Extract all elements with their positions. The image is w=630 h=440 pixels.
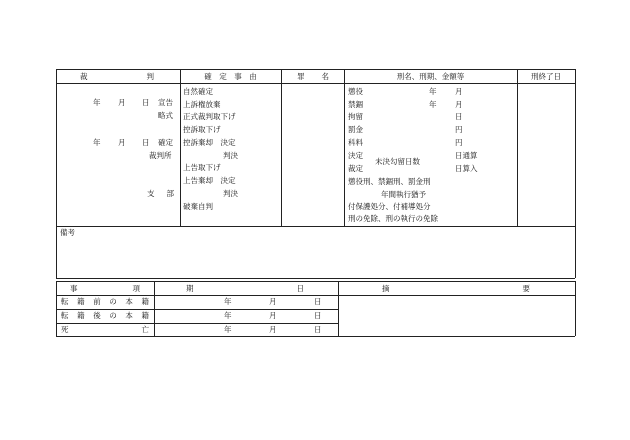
sentence-imprisonment-month: 月 bbox=[455, 87, 463, 96]
header-finalization-reason: 確 定 事 由 bbox=[204, 72, 257, 81]
upper-table-left-border bbox=[56, 69, 57, 226]
pronounced-day: 日 bbox=[142, 98, 150, 107]
sentence-pretrial-days: 未決勾留日数 bbox=[375, 157, 420, 166]
bottom-table-right-border bbox=[575, 281, 576, 336]
reason-kouso-withdrawal: 控訴取下げ bbox=[183, 125, 221, 134]
row-previous-domicile-label: 転 籍 前 の 本 籍 bbox=[61, 297, 149, 306]
bottom-table-left-border bbox=[56, 281, 57, 336]
header-date: 期 日 bbox=[186, 284, 304, 293]
row-new-domicile-day: 日 bbox=[314, 311, 322, 320]
header-summary: 摘 要 bbox=[382, 284, 530, 293]
sentence-probation: 付保護処分、付補導処分 bbox=[348, 202, 431, 211]
remarks-bottom-border bbox=[56, 278, 575, 279]
row-previous-domicile-day: 日 bbox=[314, 297, 322, 306]
upper-table-right-border bbox=[575, 69, 576, 226]
pronounced-year: 年 bbox=[93, 98, 101, 107]
crime-column-divider bbox=[344, 69, 345, 226]
sentence-exemption: 刑の免除、刑の執行の免除 bbox=[348, 214, 438, 223]
row-new-domicile-label: 転 籍 後 の 本 籍 bbox=[61, 311, 149, 320]
judgment-column-divider bbox=[180, 69, 181, 226]
row-death-month: 月 bbox=[269, 325, 277, 334]
finalized-year: 年 bbox=[93, 138, 101, 147]
finalized-label: 確定 bbox=[158, 138, 173, 147]
sentence-petty-fine: 科料 bbox=[348, 138, 363, 147]
remarks-label: 備考 bbox=[60, 228, 75, 237]
sentence-fine-yen: 円 bbox=[455, 125, 463, 134]
row-death-label: 死 亡 bbox=[61, 325, 149, 334]
row-previous-domicile-year: 年 bbox=[224, 297, 232, 306]
row-previous-domicile-month: 月 bbox=[269, 297, 277, 306]
header-sentence: 刑名、刑期、金額等 bbox=[396, 72, 465, 81]
item-column-divider bbox=[154, 281, 155, 336]
sentence-column-divider bbox=[517, 69, 518, 226]
reason-column-divider bbox=[281, 69, 282, 226]
sentence-composite: 懲役刑、禁錮刑、罰金刑 bbox=[348, 177, 431, 186]
bottom-header-divider bbox=[56, 295, 575, 296]
bottom-table-bottom-border bbox=[56, 336, 575, 337]
bottom-row1-divider bbox=[56, 309, 338, 310]
reason-kouso-dismissal-decision: 控訴棄却 決定 bbox=[183, 138, 236, 147]
branch-label: 支 部 bbox=[147, 189, 174, 198]
upper-header-divider bbox=[56, 83, 575, 84]
sentence-suspension: 年間執行猶予 bbox=[381, 190, 426, 199]
row-death-day: 日 bbox=[314, 325, 322, 334]
upper-table-bottom-border bbox=[56, 226, 575, 227]
sentence-decision: 決定 bbox=[348, 151, 363, 160]
summary-label: 略式 bbox=[158, 111, 173, 120]
sentence-detention: 拘留 bbox=[348, 112, 363, 121]
header-item: 事 項 bbox=[70, 284, 140, 293]
header-crime: 罪 名 bbox=[297, 72, 329, 81]
sentence-imprisonment: 懲役 bbox=[348, 87, 363, 96]
reason-appeal-waiver: 上訴権放棄 bbox=[183, 100, 221, 109]
header-sentence-end: 刑終了日 bbox=[531, 72, 561, 81]
row-new-domicile-year: 年 bbox=[224, 311, 232, 320]
reason-reversal-self-judgment: 破棄自判 bbox=[183, 202, 213, 211]
reason-jokoku-withdrawal: 上告取下げ bbox=[183, 163, 221, 172]
reason-formal-trial-withdrawal: 正式裁判取下げ bbox=[183, 112, 236, 121]
finalized-month: 月 bbox=[118, 138, 126, 147]
remarks-right-border bbox=[575, 226, 576, 278]
remarks-left-border bbox=[56, 226, 57, 278]
reason-kouso-dismissal-judgment: 判決 bbox=[223, 151, 238, 160]
row-death-year: 年 bbox=[224, 325, 232, 334]
reason-jokoku-dismissal-judgment: 判決 bbox=[223, 189, 238, 198]
sentence-ruling: 裁定 bbox=[348, 164, 363, 173]
sentence-imprisonment-year: 年 bbox=[429, 87, 437, 96]
bottom-row2-divider bbox=[56, 323, 338, 324]
bottom-table-top-border bbox=[56, 281, 575, 282]
sentence-confinement-month: 月 bbox=[455, 100, 463, 109]
upper-table-top-border bbox=[56, 69, 575, 70]
sentence-days-counted: 日通算 bbox=[455, 151, 478, 160]
sentence-days-included: 日算入 bbox=[455, 164, 478, 173]
row-new-domicile-month: 月 bbox=[269, 311, 277, 320]
header-judgment: 裁 判 bbox=[80, 72, 154, 81]
sentence-confinement-year: 年 bbox=[429, 100, 437, 109]
finalized-day: 日 bbox=[142, 138, 150, 147]
sentence-fine: 罰金 bbox=[348, 125, 363, 134]
sentence-detention-day: 日 bbox=[455, 112, 463, 121]
sentence-confinement: 禁錮 bbox=[348, 100, 363, 109]
sentence-petty-fine-yen: 円 bbox=[455, 138, 463, 147]
pronounced-label: 宣告 bbox=[158, 98, 173, 107]
date-column-divider bbox=[338, 281, 339, 336]
reason-natural-finalization: 自然確定 bbox=[183, 87, 213, 96]
reason-jokoku-dismissal-decision: 上告棄却 決定 bbox=[183, 176, 236, 185]
pronounced-month: 月 bbox=[118, 98, 126, 107]
court-label: 裁判所 bbox=[149, 151, 172, 160]
